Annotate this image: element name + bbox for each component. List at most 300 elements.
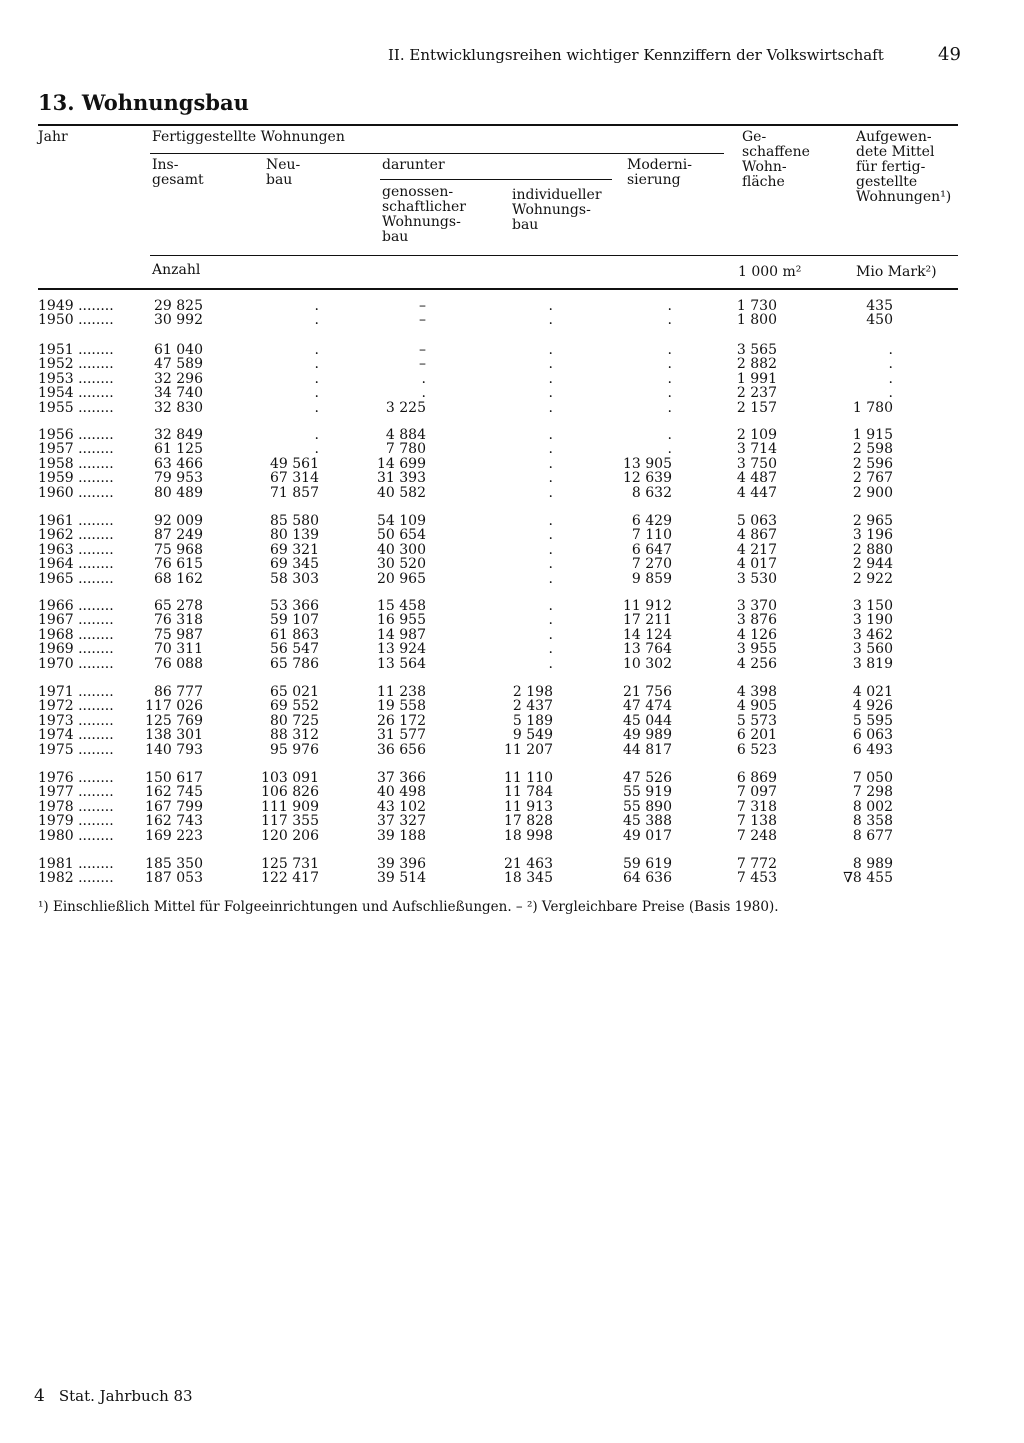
cell-insgesamt: 61 040 <box>154 342 203 358</box>
cell-genossen: 50 654 <box>377 527 426 544</box>
cell-insgesamt: 185 350 <box>145 856 203 872</box>
footer-source: Stat. Jahrbuch 83 <box>58 1387 193 1405</box>
page-footer <box>34 1386 193 1406</box>
cell-mittel: ∇8 455 <box>843 870 893 887</box>
header-wohnflaeche-line: Ge- <box>742 129 767 145</box>
header-mittel-line: Wohnungen¹) <box>856 189 952 205</box>
cell-individuell: . <box>548 470 553 487</box>
cell-wohnflaeche: 3 714 <box>736 441 777 458</box>
cell-individuell: . <box>548 484 553 501</box>
cell-wohnflaeche: 5 063 <box>736 513 777 529</box>
header-mittel-line: gestellte <box>856 174 918 190</box>
header-modernisierung-line: sierung <box>627 172 681 188</box>
cell-genossen: 40 300 <box>377 541 426 558</box>
header-genossen-line: Wohnungs- <box>382 214 461 230</box>
cell-wohnflaeche: 4 017 <box>736 556 777 573</box>
cell-jahr: 1968 ........ <box>38 626 114 643</box>
header-wohnflaeche <box>742 130 810 190</box>
cell-jahr: 1966 ........ <box>38 598 114 614</box>
cell-mittel: . <box>888 370 893 387</box>
cell-mittel: 3 196 <box>852 527 893 544</box>
cell-wohnflaeche: 3 750 <box>736 455 777 472</box>
cell-neubau: 103 091 <box>261 770 319 786</box>
cell-mittel: 1 780 <box>852 399 893 416</box>
cell-wohnflaeche: 5 573 <box>736 712 777 729</box>
cell-individuell: . <box>548 342 553 358</box>
cell-insgesamt: 117 026 <box>145 698 203 715</box>
cell-wohnflaeche: 4 447 <box>736 484 777 501</box>
cell-genossen: 20 965 <box>377 570 426 587</box>
cell-genossen: – <box>419 312 426 329</box>
cell-neubau: 69 321 <box>270 541 319 558</box>
cell-mittel: 8 677 <box>852 827 893 844</box>
cell-mittel: 8 002 <box>852 798 893 815</box>
header-genossen-line: schaftlicher <box>382 199 466 215</box>
cell-mittel: 8 358 <box>852 813 893 830</box>
cell-insgesamt: 138 301 <box>145 727 203 744</box>
cell-modernisierung: 49 017 <box>623 827 672 844</box>
table-title: 13. Wohnungsbau <box>38 90 249 115</box>
cell-individuell: 11 207 <box>504 741 553 758</box>
cell-individuell: . <box>548 298 553 314</box>
cell-jahr: 1976 ........ <box>38 770 114 786</box>
cell-neubau: 65 786 <box>270 655 319 672</box>
cell-jahr: 1951 ........ <box>38 342 114 358</box>
cell-individuell: . <box>548 570 553 587</box>
cell-insgesamt: 65 278 <box>154 598 203 614</box>
cell-jahr: 1970 ........ <box>38 655 114 672</box>
cell-wohnflaeche: 2 109 <box>736 427 777 443</box>
cell-genossen: 13 924 <box>377 641 426 658</box>
cell-genossen: 40 582 <box>377 484 426 501</box>
cell-modernisierung: . <box>667 385 672 402</box>
header-wohnflaeche-line: schaffene <box>742 144 810 160</box>
cell-neubau: 61 863 <box>270 626 319 643</box>
cell-mittel: 2 767 <box>852 470 893 487</box>
cell-mittel: 2 596 <box>852 455 893 472</box>
cell-neubau: 122 417 <box>261 870 319 887</box>
cell-genossen: 31 393 <box>377 470 426 487</box>
cell-jahr: 1954 ........ <box>38 385 114 402</box>
cell-wohnflaeche: 4 487 <box>736 470 777 487</box>
cell-insgesamt: 150 617 <box>145 770 203 786</box>
cell-neubau: 88 312 <box>270 727 319 744</box>
cell-jahr: 1961 ........ <box>38 513 114 529</box>
cell-wohnflaeche: 4 126 <box>736 626 777 643</box>
cell-jahr: 1975 ........ <box>38 741 114 758</box>
cell-individuell: . <box>548 641 553 658</box>
cell-genossen: 13 564 <box>377 655 426 672</box>
footer-page-number: 4 <box>34 1386 45 1406</box>
header-wohnflaeche-line: Wohn- <box>742 159 787 175</box>
cell-modernisierung: . <box>667 312 672 329</box>
cell-modernisierung: 7 110 <box>631 527 672 544</box>
cell-modernisierung: 9 859 <box>631 570 672 587</box>
cell-modernisierung: . <box>667 441 672 458</box>
cell-mittel: 2 944 <box>852 556 893 573</box>
cell-modernisierung: 13 764 <box>623 641 672 658</box>
cell-insgesamt: 86 777 <box>154 684 203 700</box>
cell-wohnflaeche: 7 097 <box>736 784 777 801</box>
header-aufgewendete-mittel <box>856 130 951 205</box>
cell-jahr: 1952 ........ <box>38 356 114 373</box>
cell-individuell: . <box>548 370 553 387</box>
cell-insgesamt: 75 987 <box>154 626 203 643</box>
cell-genossen: 11 238 <box>377 684 426 700</box>
cell-neubau: 111 909 <box>261 798 319 815</box>
cell-modernisierung: 55 890 <box>623 798 672 815</box>
cell-genossen: 36 656 <box>377 741 426 758</box>
header-mittel-line: für fertig- <box>856 159 926 175</box>
cell-wohnflaeche: 2 882 <box>736 356 777 373</box>
cell-genossen: 39 396 <box>377 856 426 872</box>
cell-mittel: 1 915 <box>852 427 893 443</box>
cell-individuell: . <box>548 399 553 416</box>
cell-mittel: 3 462 <box>852 626 893 643</box>
cell-modernisierung: 7 270 <box>631 556 672 573</box>
cell-jahr: 1974 ........ <box>38 727 114 744</box>
header-individuell-line: Wohnungs- <box>512 202 591 218</box>
cell-neubau: 80 139 <box>270 527 319 544</box>
cell-modernisierung: 44 817 <box>623 741 672 758</box>
cell-insgesamt: 169 223 <box>145 827 203 844</box>
cell-wohnflaeche: 4 867 <box>736 527 777 544</box>
header-individuell <box>512 188 602 233</box>
header-genossen-line: bau <box>382 229 409 245</box>
cell-mittel: . <box>888 356 893 373</box>
header-insgesamt-line: gesamt <box>152 172 204 188</box>
cell-neubau: 65 021 <box>270 684 319 700</box>
cell-neubau: . <box>314 399 319 416</box>
cell-genossen: 54 109 <box>377 513 426 529</box>
cell-individuell: 9 549 <box>512 727 553 744</box>
cell-insgesamt: 29 825 <box>154 298 203 314</box>
cell-modernisierung: . <box>667 298 672 314</box>
header-genossen <box>382 185 466 245</box>
cell-genossen: 37 327 <box>377 813 426 830</box>
cell-neubau: 80 725 <box>270 712 319 729</box>
header-modernisierung <box>627 158 692 188</box>
cell-jahr: 1960 ........ <box>38 484 114 501</box>
cell-genossen: 15 458 <box>377 598 426 614</box>
cell-insgesamt: 76 318 <box>154 612 203 629</box>
cell-individuell: . <box>548 312 553 329</box>
cell-wohnflaeche: 4 217 <box>736 541 777 558</box>
cell-insgesamt: 125 769 <box>145 712 203 729</box>
cell-jahr: 1958 ........ <box>38 455 114 472</box>
cell-mittel: 6 493 <box>852 741 893 758</box>
cell-jahr: 1965 ........ <box>38 570 114 587</box>
cell-individuell: . <box>548 513 553 529</box>
cell-insgesamt: 80 489 <box>154 484 203 501</box>
cell-neubau: . <box>314 312 319 329</box>
cell-genossen: 16 955 <box>377 612 426 629</box>
cell-modernisierung: . <box>667 370 672 387</box>
cell-insgesamt: 162 743 <box>145 813 203 830</box>
cell-neubau: 117 355 <box>261 813 319 830</box>
cell-insgesamt: 92 009 <box>154 513 203 529</box>
page-number: 49 <box>938 44 961 65</box>
cell-genossen: 4 884 <box>385 427 426 443</box>
cell-jahr: 1949 ........ <box>38 298 114 314</box>
cell-wohnflaeche: 4 256 <box>736 655 777 672</box>
cell-modernisierung: 64 636 <box>623 870 672 887</box>
unit-mittel: Mio Mark²) <box>856 264 937 280</box>
cell-neubau: 49 561 <box>270 455 319 472</box>
cell-mittel: 2 900 <box>852 484 893 501</box>
header-individuell-line: bau <box>512 217 539 233</box>
header-fertiggestellte: Fertiggestellte Wohnungen <box>152 129 345 145</box>
cell-neubau: 95 976 <box>270 741 319 758</box>
cell-wohnflaeche: 6 869 <box>736 770 777 786</box>
cell-genossen: 40 498 <box>377 784 426 801</box>
cell-genossen: 26 172 <box>377 712 426 729</box>
cell-modernisierung: 6 429 <box>631 513 672 529</box>
cell-wohnflaeche: 7 318 <box>736 798 777 815</box>
cell-wohnflaeche: 2 157 <box>736 399 777 416</box>
cell-individuell: . <box>548 356 553 373</box>
cell-individuell: 17 828 <box>504 813 553 830</box>
cell-individuell: 11 784 <box>504 784 553 801</box>
cell-modernisierung: . <box>667 427 672 443</box>
cell-insgesamt: 140 793 <box>145 741 203 758</box>
cell-genossen: 14 699 <box>377 455 426 472</box>
cell-modernisierung: 12 639 <box>623 470 672 487</box>
cell-insgesamt: 32 849 <box>154 427 203 443</box>
cell-mittel: 8 989 <box>852 856 893 872</box>
cell-mittel: 2 880 <box>852 541 893 558</box>
cell-individuell: 11 110 <box>504 770 553 786</box>
cell-individuell: 2 198 <box>512 684 553 700</box>
running-header: II. Entwicklungsreihen wichtiger Kennziffern der Volkswirtschaft <box>388 46 884 64</box>
cell-insgesamt: 76 615 <box>154 556 203 573</box>
cell-mittel: 2 922 <box>852 570 893 587</box>
cell-modernisierung: 13 905 <box>623 455 672 472</box>
cell-modernisierung: 6 647 <box>631 541 672 558</box>
cell-insgesamt: 32 296 <box>154 370 203 387</box>
cell-modernisierung: 45 388 <box>623 813 672 830</box>
cell-mittel: 5 595 <box>852 712 893 729</box>
cell-neubau: 67 314 <box>270 470 319 487</box>
header-unit-rule <box>150 255 958 256</box>
cell-individuell: . <box>548 385 553 402</box>
cell-jahr: 1964 ........ <box>38 556 114 573</box>
cell-individuell: . <box>548 427 553 443</box>
cell-neubau: 59 107 <box>270 612 319 629</box>
cell-jahr: 1956 ........ <box>38 427 114 443</box>
cell-mittel: 6 063 <box>852 727 893 744</box>
cell-modernisierung: 47 526 <box>623 770 672 786</box>
cell-mittel: 3 190 <box>852 612 893 629</box>
cell-modernisierung: . <box>667 342 672 358</box>
header-neubau <box>266 158 300 188</box>
unit-anzahl: Anzahl <box>152 262 201 278</box>
cell-genossen: 31 577 <box>377 727 426 744</box>
cell-modernisierung: . <box>667 356 672 373</box>
cell-insgesamt: 32 830 <box>154 399 203 416</box>
cell-modernisierung: 17 211 <box>623 612 672 629</box>
cell-wohnflaeche: 3 876 <box>736 612 777 629</box>
cell-neubau: 69 552 <box>270 698 319 715</box>
footnote: ¹) Einschließlich Mittel für Folgeeinrichtungen und Aufschließungen. – ²) Vergleichbare Preise (Basis 1980). <box>38 899 779 915</box>
cell-modernisierung: 49 989 <box>623 727 672 744</box>
cell-neubau: 53 366 <box>270 598 319 614</box>
cell-genossen: – <box>419 298 426 314</box>
header-mittel-line: dete Mittel <box>856 144 935 160</box>
cell-jahr: 1959 ........ <box>38 470 114 487</box>
header-darunter: darunter <box>382 157 445 173</box>
cell-individuell: . <box>548 556 553 573</box>
cell-neubau: . <box>314 385 319 402</box>
cell-wohnflaeche: 1 730 <box>736 298 777 314</box>
cell-mittel: 3 150 <box>852 598 893 614</box>
cell-wohnflaeche: 1 800 <box>736 312 777 329</box>
cell-jahr: 1978 ........ <box>38 798 114 815</box>
cell-mittel: 2 598 <box>852 441 893 458</box>
cell-mittel: 3 819 <box>852 655 893 672</box>
darunter-rule <box>380 179 612 180</box>
cell-jahr: 1973 ........ <box>38 712 114 729</box>
cell-neubau: 56 547 <box>270 641 319 658</box>
cell-genossen: 19 558 <box>377 698 426 715</box>
cell-jahr: 1955 ........ <box>38 399 114 416</box>
header-insgesamt <box>152 158 204 188</box>
cell-insgesamt: 162 745 <box>145 784 203 801</box>
header-genossen-line: genossen- <box>382 184 454 200</box>
cell-insgesamt: 68 162 <box>154 570 203 587</box>
cell-mittel: 435 <box>866 298 893 314</box>
cell-jahr: 1982 ........ <box>38 870 114 887</box>
cell-neubau: . <box>314 370 319 387</box>
cell-wohnflaeche: 7 248 <box>736 827 777 844</box>
cell-insgesamt: 47 589 <box>154 356 203 373</box>
cell-mittel: 450 <box>866 312 893 329</box>
cell-wohnflaeche: 1 991 <box>736 370 777 387</box>
cell-neubau: 58 303 <box>270 570 319 587</box>
cell-genossen: 37 366 <box>377 770 426 786</box>
cell-jahr: 1969 ........ <box>38 641 114 658</box>
cell-jahr: 1980 ........ <box>38 827 114 844</box>
cell-insgesamt: 61 125 <box>154 441 203 458</box>
cell-individuell: 18 998 <box>504 827 553 844</box>
header-individuell-line: individueller <box>512 187 602 203</box>
cell-wohnflaeche: 4 905 <box>736 698 777 715</box>
cell-insgesamt: 76 088 <box>154 655 203 672</box>
cell-wohnflaeche: 6 523 <box>736 741 777 758</box>
cell-jahr: 1981 ........ <box>38 856 114 872</box>
cell-neubau: 125 731 <box>261 856 319 872</box>
cell-insgesamt: 87 249 <box>154 527 203 544</box>
header-bottom-rule <box>38 288 958 290</box>
cell-genossen: – <box>419 356 426 373</box>
cell-neubau: . <box>314 356 319 373</box>
cell-wohnflaeche: 7 453 <box>736 870 777 887</box>
cell-modernisierung: 59 619 <box>623 856 672 872</box>
cell-modernisierung: 55 919 <box>623 784 672 801</box>
cell-insgesamt: 187 053 <box>145 870 203 887</box>
cell-individuell: . <box>548 598 553 614</box>
cell-insgesamt: 75 968 <box>154 541 203 558</box>
cell-individuell: . <box>548 441 553 458</box>
cell-jahr: 1972 ........ <box>38 698 114 715</box>
cell-genossen: 14 987 <box>377 626 426 643</box>
cell-genossen: 43 102 <box>377 798 426 815</box>
cell-mittel: . <box>888 342 893 358</box>
header-neubau-line: bau <box>266 172 293 188</box>
cell-modernisierung: 11 912 <box>623 598 672 614</box>
cell-individuell: . <box>548 455 553 472</box>
cell-genossen: 3 225 <box>385 399 426 416</box>
cell-wohnflaeche: 7 138 <box>736 813 777 830</box>
header-modernisierung-line: Moderni- <box>627 157 692 173</box>
cell-insgesamt: 30 992 <box>154 312 203 329</box>
cell-neubau: . <box>314 298 319 314</box>
cell-jahr: 1963 ........ <box>38 541 114 558</box>
cell-insgesamt: 167 799 <box>145 798 203 815</box>
cell-insgesamt: 63 466 <box>154 455 203 472</box>
cell-mittel: 3 560 <box>852 641 893 658</box>
cell-neubau: . <box>314 342 319 358</box>
cell-genossen: . <box>421 370 426 387</box>
cell-wohnflaeche: 6 201 <box>736 727 777 744</box>
cell-neubau: 120 206 <box>261 827 319 844</box>
header-neubau-line: Neu- <box>266 157 301 173</box>
header-mittel-line: Aufgewen- <box>856 129 932 145</box>
cell-modernisierung: 14 124 <box>623 626 672 643</box>
cell-mittel: 2 965 <box>852 513 893 529</box>
cell-jahr: 1967 ........ <box>38 612 114 629</box>
unit-wohnflaeche: 1 000 m² <box>738 264 802 280</box>
cell-individuell: . <box>548 626 553 643</box>
cell-mittel: 7 050 <box>852 770 893 786</box>
cell-jahr: 1979 ........ <box>38 813 114 830</box>
cell-wohnflaeche: 3 955 <box>736 641 777 658</box>
cell-modernisierung: 8 632 <box>631 484 672 501</box>
cell-neubau: . <box>314 441 319 458</box>
cell-mittel: 4 926 <box>852 698 893 715</box>
cell-wohnflaeche: 4 398 <box>736 684 777 700</box>
cell-mittel: 7 298 <box>852 784 893 801</box>
cell-individuell: . <box>548 541 553 558</box>
cell-modernisierung: . <box>667 399 672 416</box>
cell-neubau: 71 857 <box>270 484 319 501</box>
cell-genossen: – <box>419 342 426 358</box>
cell-jahr: 1950 ........ <box>38 312 114 329</box>
cell-wohnflaeche: 3 565 <box>736 342 777 358</box>
cell-jahr: 1953 ........ <box>38 370 114 387</box>
cell-genossen: 7 780 <box>385 441 426 458</box>
cell-wohnflaeche: 3 370 <box>736 598 777 614</box>
cell-individuell: 5 189 <box>512 712 553 729</box>
cell-insgesamt: 70 311 <box>154 641 203 658</box>
cell-genossen: 39 514 <box>377 870 426 887</box>
cell-wohnflaeche: 7 772 <box>736 856 777 872</box>
cell-jahr: 1962 ........ <box>38 527 114 544</box>
fertiggestellte-rule <box>150 153 724 154</box>
cell-individuell: . <box>548 612 553 629</box>
cell-insgesamt: 79 953 <box>154 470 203 487</box>
cell-mittel: . <box>888 385 893 402</box>
cell-wohnflaeche: 3 530 <box>736 570 777 587</box>
cell-genossen: 30 520 <box>377 556 426 573</box>
cell-jahr: 1957 ........ <box>38 441 114 458</box>
cell-individuell: 18 345 <box>504 870 553 887</box>
cell-neubau: . <box>314 427 319 443</box>
cell-wohnflaeche: 2 237 <box>736 385 777 402</box>
header-top-rule <box>38 124 958 126</box>
cell-neubau: 69 345 <box>270 556 319 573</box>
header-jahr: Jahr <box>38 129 68 145</box>
